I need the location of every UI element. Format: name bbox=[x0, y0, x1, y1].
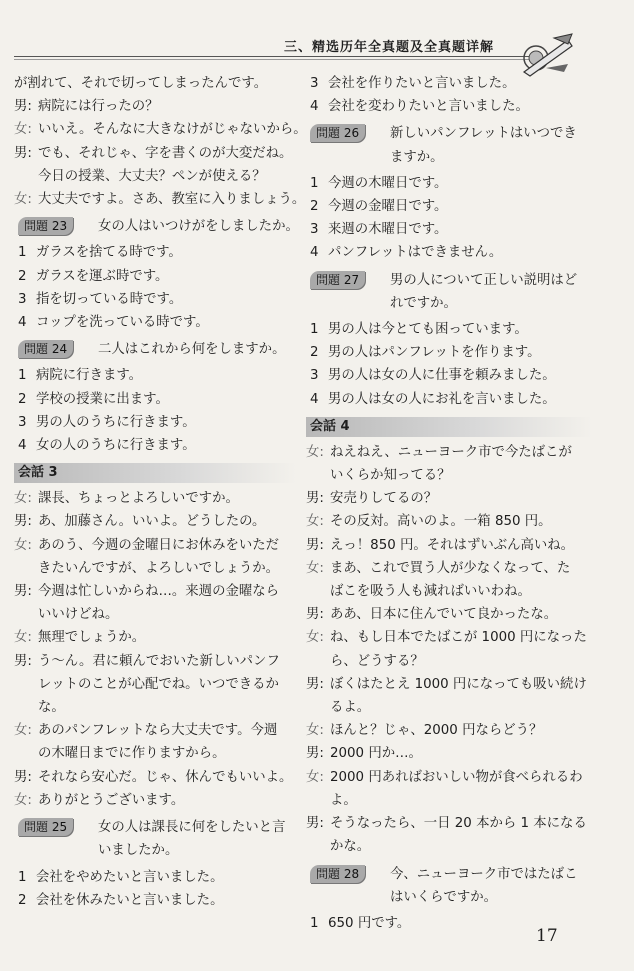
dialogue-line bbox=[306, 441, 592, 487]
speaker-label: 女: bbox=[14, 122, 32, 138]
dialogue-text: その反対。高いのよ。一箱 850 円。 bbox=[330, 514, 552, 530]
option-number: 4 bbox=[310, 99, 319, 115]
question-text: 女の人はいつけがをしましたか。 bbox=[98, 219, 299, 235]
answer-option bbox=[306, 72, 592, 95]
question-block bbox=[306, 863, 592, 909]
option-text: 会社を変わりたいと言いました。 bbox=[328, 99, 529, 115]
speaker-label: 女: bbox=[306, 444, 324, 460]
question-text: いましたか。 bbox=[98, 843, 179, 859]
option-text: ガラスを捨てる時です。 bbox=[36, 245, 182, 261]
speaker-label: 女: bbox=[14, 537, 32, 553]
option-text: 来週の木曜日です。 bbox=[328, 222, 448, 238]
speaker-label: 女: bbox=[14, 630, 32, 646]
dialogue-text: ああ、日本に住んでいて良かったな。 bbox=[330, 607, 558, 623]
dialogue-text: の木曜日までに作りますから。 bbox=[38, 746, 226, 762]
dialogue-text: ねえねえ、ニューヨーク市で今たばこが bbox=[330, 444, 572, 460]
answer-option bbox=[306, 172, 592, 195]
question-block bbox=[14, 215, 299, 238]
answer-option bbox=[14, 311, 296, 334]
dialogue-line bbox=[306, 487, 592, 510]
dialogue-text: いくらか知ってる？ bbox=[330, 468, 451, 484]
dialogue-text: るよ。 bbox=[330, 700, 371, 716]
option-text: 男の人のうちに行きます。 bbox=[36, 414, 196, 430]
dialogue-line bbox=[14, 95, 296, 118]
dialogue-text: きたいんですが、よろしいでしょうか。 bbox=[38, 560, 280, 576]
option-number: 2 bbox=[310, 345, 319, 361]
dialogue-text: そうなったら、一日 20 本から 1 本になる bbox=[330, 816, 587, 832]
speaker-label: 男: bbox=[306, 491, 324, 507]
speaker-label: 女: bbox=[306, 723, 324, 739]
option-number: 3 bbox=[310, 76, 319, 91]
answer-option bbox=[306, 388, 592, 411]
option-number: 1 bbox=[18, 869, 27, 885]
dialogue-text: ら、どうする？ bbox=[330, 653, 424, 669]
dialogue-text: な。 bbox=[38, 700, 65, 716]
option-text: 会社を作りたいと言いました。 bbox=[328, 76, 516, 91]
dialogue-line bbox=[306, 673, 592, 719]
answer-option bbox=[306, 195, 592, 218]
option-number: 1 bbox=[18, 245, 27, 261]
question-text: 今、ニューヨーク市ではたばこ bbox=[390, 866, 578, 882]
option-text: 今週の木曜日です。 bbox=[328, 175, 448, 191]
question-badge: 問題 26 bbox=[310, 124, 365, 142]
speaker-label: 女: bbox=[14, 192, 32, 208]
question-text: 女の人は課長に何をしたいと言 bbox=[98, 820, 286, 836]
page-number: 17 bbox=[536, 926, 558, 946]
question-badge: 問題 24 bbox=[18, 340, 73, 358]
dialogue-text: 今週は忙しいからね…。来週の金曜なら bbox=[38, 584, 280, 600]
answer-option bbox=[306, 95, 592, 118]
speaker-label: 男: bbox=[306, 676, 324, 692]
option-number: 2 bbox=[310, 199, 319, 215]
dialogue-text: ぼくはたとえ 1000 円になっても吸い続け bbox=[330, 676, 587, 692]
dialogue-line bbox=[306, 603, 592, 626]
question-badge: 問題 23 bbox=[18, 217, 73, 235]
speaker-label: 女: bbox=[14, 723, 32, 739]
option-number: 3 bbox=[310, 368, 319, 384]
speaker-label: 男: bbox=[306, 816, 324, 832]
answer-option bbox=[306, 318, 592, 341]
dialogue-line bbox=[306, 766, 592, 812]
answer-option bbox=[14, 411, 296, 434]
question-badge: 問題 28 bbox=[310, 865, 365, 883]
option-number: 1 bbox=[18, 368, 27, 384]
speaker-label: 女: bbox=[306, 769, 324, 785]
dialogue-text: いいけどね。 bbox=[38, 607, 119, 623]
speaker-label: 男: bbox=[14, 769, 32, 785]
dialogue-line bbox=[306, 742, 592, 765]
answer-option bbox=[14, 388, 296, 411]
question-text: 男の人について正しい説明はど bbox=[390, 272, 578, 288]
option-number: 2 bbox=[18, 391, 27, 407]
dialogue-line bbox=[306, 510, 592, 533]
dialogue-line bbox=[14, 188, 306, 211]
answer-option bbox=[14, 434, 296, 457]
dialogue-text: レットのことが心配でね。いつできるか bbox=[38, 676, 279, 692]
question-badge: 問題 27 bbox=[310, 271, 365, 289]
dialogue-text: 大丈夫ですよ。さあ、教室に入りましょう。 bbox=[38, 192, 306, 208]
question-block bbox=[306, 122, 592, 168]
header-rule-thin bbox=[14, 59, 534, 60]
dialogue-text: う～ん。君に頼んでおいた新しいパンフ bbox=[38, 653, 280, 669]
dialogue-text: ほんと？じゃ、2000 円ならどう？ bbox=[330, 723, 543, 739]
option-text: 会社をやめたいと言いました。 bbox=[36, 869, 224, 885]
speaker-label: 男: bbox=[306, 537, 324, 553]
answer-option bbox=[306, 364, 592, 387]
dialogue-text: あのパンフレットなら大丈夫です。今週 bbox=[38, 723, 278, 739]
dialogue-continuation: が割れて、それで切ってしまったんです。 bbox=[14, 76, 268, 91]
dialogue-text: まあ、これで買う人が少なくなって、た bbox=[330, 560, 571, 576]
dialogue-line bbox=[306, 719, 592, 742]
speaker-label: 男: bbox=[14, 145, 32, 161]
question-block bbox=[14, 338, 296, 361]
option-number: 2 bbox=[18, 268, 27, 284]
option-number: 4 bbox=[310, 245, 319, 261]
dialogue-line bbox=[14, 534, 296, 580]
speaker-label: 男: bbox=[306, 607, 324, 623]
dialogue-text: 今日の授業、大丈夫？ペンが使える？ bbox=[38, 168, 266, 184]
option-number: 3 bbox=[310, 222, 319, 238]
dialogue-text: 課長、ちょっとよろしいですか。 bbox=[38, 491, 239, 507]
answer-option bbox=[14, 241, 296, 264]
question-block bbox=[306, 269, 592, 315]
option-text: 650 円です。 bbox=[328, 915, 411, 931]
option-text: 男の人は女の人にお礼を言いました。 bbox=[328, 391, 556, 407]
dialogue-line bbox=[14, 580, 296, 626]
speaker-label: 女: bbox=[306, 630, 324, 646]
option-text: 男の人は今とても困っています。 bbox=[328, 322, 528, 338]
dialogue-line bbox=[306, 557, 592, 603]
dialogue-line bbox=[14, 487, 296, 510]
speaker-label: 女: bbox=[14, 792, 32, 808]
option-number: 2 bbox=[18, 892, 27, 908]
dialogue-line bbox=[14, 626, 296, 649]
option-number: 3 bbox=[18, 414, 27, 430]
dialogue-text: かな。 bbox=[330, 839, 371, 855]
question-text: はいくらですか。 bbox=[390, 889, 497, 905]
dialogue-text: えっ！850 円。それはずいぶん高いね。 bbox=[330, 537, 575, 553]
dialogue-line bbox=[14, 766, 296, 789]
speaker-label: 男: bbox=[306, 746, 324, 762]
dialogue-text: ね、もし日本でたばこが 1000 円になった bbox=[330, 630, 587, 646]
option-text: 会社を休みたいと言いました。 bbox=[36, 892, 224, 908]
question-badge: 問題 25 bbox=[18, 818, 73, 836]
dialogue-text: それなら安心だ。じゃ、休んでもいいよ。 bbox=[38, 769, 293, 785]
dialogue-text: 安売りしてるの？ bbox=[330, 491, 438, 507]
dialogue-text: 無理でしょうか。 bbox=[38, 630, 146, 646]
dialogue-line bbox=[14, 142, 296, 188]
dialogue-text: 病院には行ったの？ bbox=[38, 99, 159, 115]
dialogue-line bbox=[306, 812, 592, 858]
dialogue-line bbox=[14, 510, 296, 533]
option-text: パンフレットはできません。 bbox=[328, 245, 503, 261]
option-number: 1 bbox=[310, 322, 319, 338]
option-text: 男の人は女の人に仕事を頼みました。 bbox=[328, 368, 556, 384]
option-number: 4 bbox=[310, 391, 319, 407]
left-column bbox=[14, 72, 307, 912]
question-text: れですか。 bbox=[390, 295, 457, 311]
question-text: ますか。 bbox=[390, 149, 444, 165]
dialogue-text: あのう、今週の金曜日にお休みをいただ bbox=[38, 537, 280, 553]
answer-option bbox=[14, 364, 296, 387]
option-number: 1 bbox=[310, 915, 319, 931]
dialogue-text: でも、それじゃ、字を書くのが大変だね。 bbox=[38, 145, 293, 161]
right-column bbox=[306, 72, 592, 935]
dialogue-line bbox=[306, 534, 592, 557]
option-text: 今週の金曜日です。 bbox=[328, 199, 448, 215]
speaker-label: 女: bbox=[14, 491, 32, 507]
answer-option bbox=[306, 241, 592, 264]
question-text: 二人はこれから何をしますか。 bbox=[98, 342, 286, 358]
option-text: 男の人はパンフレットを作ります。 bbox=[328, 345, 541, 361]
speaker-label: 男: bbox=[14, 514, 32, 530]
option-text: 病院に行きます。 bbox=[36, 368, 143, 384]
speaker-label: 男: bbox=[14, 99, 32, 115]
dialogue-text: ばこを吸う人も減ればいいわね。 bbox=[330, 584, 531, 600]
speaker-label: 男: bbox=[14, 653, 32, 669]
question-text: 新しいパンフレットはいつでき bbox=[390, 126, 577, 142]
dialogue-line bbox=[14, 650, 296, 720]
dialogue-text: 2000 円あればおいしい物が食べられるわ bbox=[330, 769, 583, 785]
speaker-label: 女: bbox=[306, 560, 324, 576]
answer-option bbox=[306, 218, 592, 241]
conversation-heading: 会話 3 bbox=[14, 463, 296, 483]
option-text: コップを洗っている時です。 bbox=[36, 315, 209, 331]
answer-option bbox=[14, 889, 296, 912]
dialogue-text: よ。 bbox=[330, 792, 357, 808]
dialogue-text: ありがとうございます。 bbox=[38, 792, 185, 808]
dialogue-line bbox=[14, 789, 296, 812]
option-number: 3 bbox=[18, 291, 27, 307]
speaker-label: 女: bbox=[306, 514, 324, 530]
answer-option bbox=[306, 341, 592, 364]
header-rule bbox=[14, 56, 534, 57]
answer-option bbox=[14, 866, 296, 889]
dialogue-line bbox=[14, 719, 296, 765]
dialogue-text: あ、加藤さん。いいよ。どうしたの。 bbox=[38, 514, 266, 530]
option-number: 4 bbox=[18, 438, 27, 454]
option-text: 学校の授業に出ます。 bbox=[36, 391, 169, 407]
dialogue-line bbox=[14, 118, 307, 141]
question-block bbox=[14, 816, 296, 862]
option-text: 女の人のうちに行きます。 bbox=[36, 438, 196, 454]
speaker-label: 男: bbox=[14, 584, 32, 600]
option-number: 1 bbox=[310, 175, 319, 191]
option-text: ガラスを運ぶ時です。 bbox=[36, 268, 169, 284]
dialogue-line bbox=[306, 626, 592, 672]
dialogue-text: いいえ。そんなに大きなけがじゃないから。 bbox=[38, 122, 307, 138]
dialogue-text: 2000 円か…。 bbox=[330, 746, 422, 762]
answer-option bbox=[14, 288, 296, 311]
answer-option bbox=[14, 265, 296, 288]
option-number: 4 bbox=[18, 315, 27, 331]
chapter-header: 三、精选历年全真题及全真题详解 bbox=[284, 40, 495, 55]
option-text: 指を切っている時です。 bbox=[36, 291, 183, 307]
conversation-heading: 会話 4 bbox=[306, 417, 592, 437]
